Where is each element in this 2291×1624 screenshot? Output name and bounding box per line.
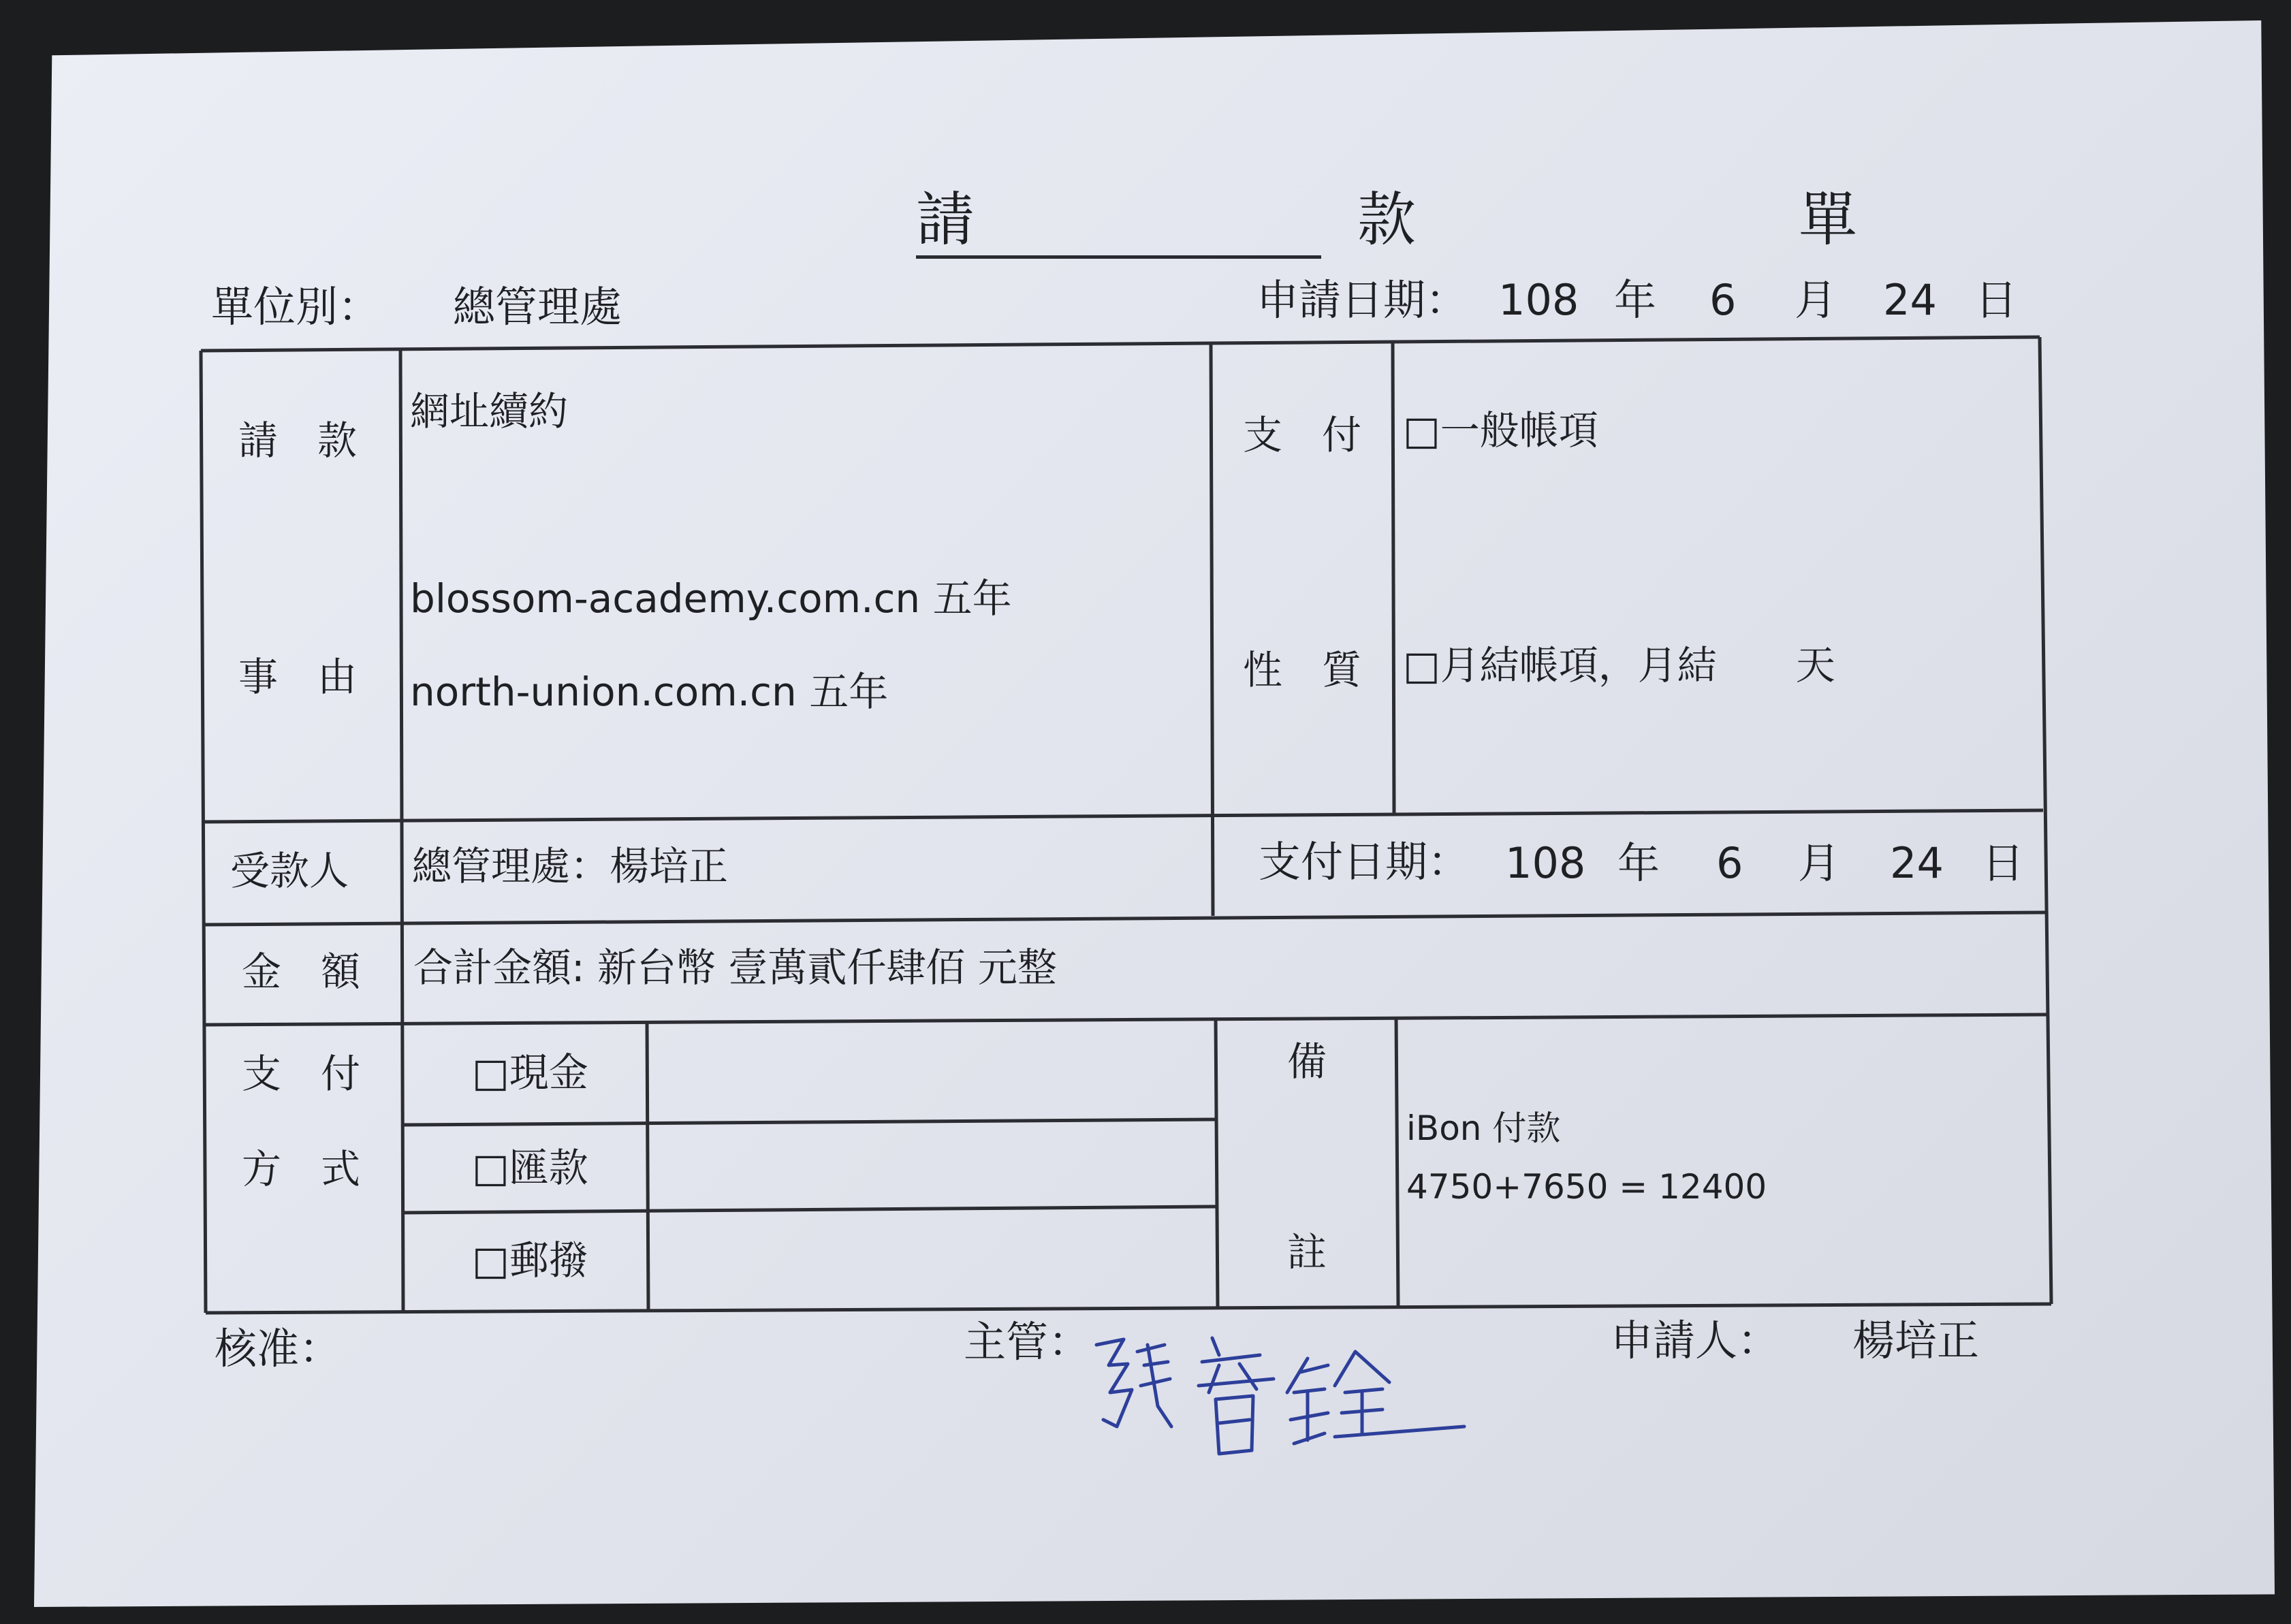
reason-label-bottom: 事 由 bbox=[238, 654, 358, 700]
payee-value: 總管理處：楊培正 bbox=[412, 843, 729, 889]
apply-month-unit: 月 bbox=[1795, 275, 1837, 325]
method-label-top: 支 付 bbox=[242, 1051, 361, 1097]
pay-day-unit: 日 bbox=[1982, 838, 2025, 888]
reason-line-2: north-union.com.cn 五年 bbox=[410, 669, 889, 715]
reason-line-1: blossom-academy.com.cn 五年 bbox=[410, 575, 1012, 622]
pay-day: 24 bbox=[1890, 838, 1944, 888]
method-option-cash[interactable]: □現金 bbox=[472, 1049, 588, 1096]
remarks-label-top: 備 bbox=[1287, 1038, 1327, 1085]
remarks-line-2: 4750+7650 = 12400 bbox=[1406, 1167, 1767, 1207]
unit-label: 單位別： bbox=[211, 282, 381, 332]
payee-label: 受款人 bbox=[230, 848, 349, 894]
method-option-postal[interactable]: □郵撥 bbox=[472, 1237, 588, 1284]
apply-year-unit: 年 bbox=[1614, 275, 1657, 325]
applicant-name: 楊培正 bbox=[1852, 1316, 1980, 1365]
apply-day: 24 bbox=[1883, 275, 1937, 325]
remarks-line-1: iBon 付款 bbox=[1406, 1109, 1561, 1148]
nature-label-top: 支 付 bbox=[1243, 412, 1362, 458]
method-label-bottom: 方 式 bbox=[242, 1146, 361, 1192]
pay-date-label: 支付日期： bbox=[1259, 837, 1470, 887]
pay-year-unit: 年 bbox=[1617, 838, 1660, 888]
amount-label: 金 額 bbox=[242, 949, 361, 995]
apply-day-unit: 日 bbox=[1975, 275, 2018, 325]
unit-value: 總管理處 bbox=[453, 282, 622, 332]
reason-label-top: 請 款 bbox=[238, 417, 358, 464]
pay-year: 108 bbox=[1505, 838, 1586, 888]
amount-value: 合計金額: 新台幣 壹萬貳仟肆佰 元整 bbox=[413, 944, 1057, 991]
apply-month: 6 bbox=[1709, 275, 1737, 325]
applicant-label: 申請人： bbox=[1611, 1316, 1780, 1365]
remarks-label-bottom: 註 bbox=[1287, 1229, 1327, 1275]
supervisor-label: 主管： bbox=[964, 1317, 1091, 1367]
pay-month-unit: 月 bbox=[1798, 838, 1841, 888]
form-title: 請 款 單 bbox=[916, 186, 1946, 254]
nature-option-general[interactable]: □一般帳項 bbox=[1403, 407, 1598, 453]
apply-year: 108 bbox=[1498, 275, 1579, 325]
nature-label-bottom: 性 質 bbox=[1243, 647, 1362, 693]
pay-month: 6 bbox=[1716, 838, 1743, 888]
apply-date-label: 申請日期： bbox=[1257, 275, 1468, 325]
supervisor-signature bbox=[1083, 1324, 1478, 1501]
nature-option-monthly[interactable]: □月結帳項，月結 天 bbox=[1403, 642, 1835, 688]
approve-label: 核准： bbox=[215, 1324, 342, 1373]
method-option-transfer[interactable]: □匯款 bbox=[472, 1145, 588, 1191]
reason-title: 網址續約 bbox=[410, 388, 569, 434]
